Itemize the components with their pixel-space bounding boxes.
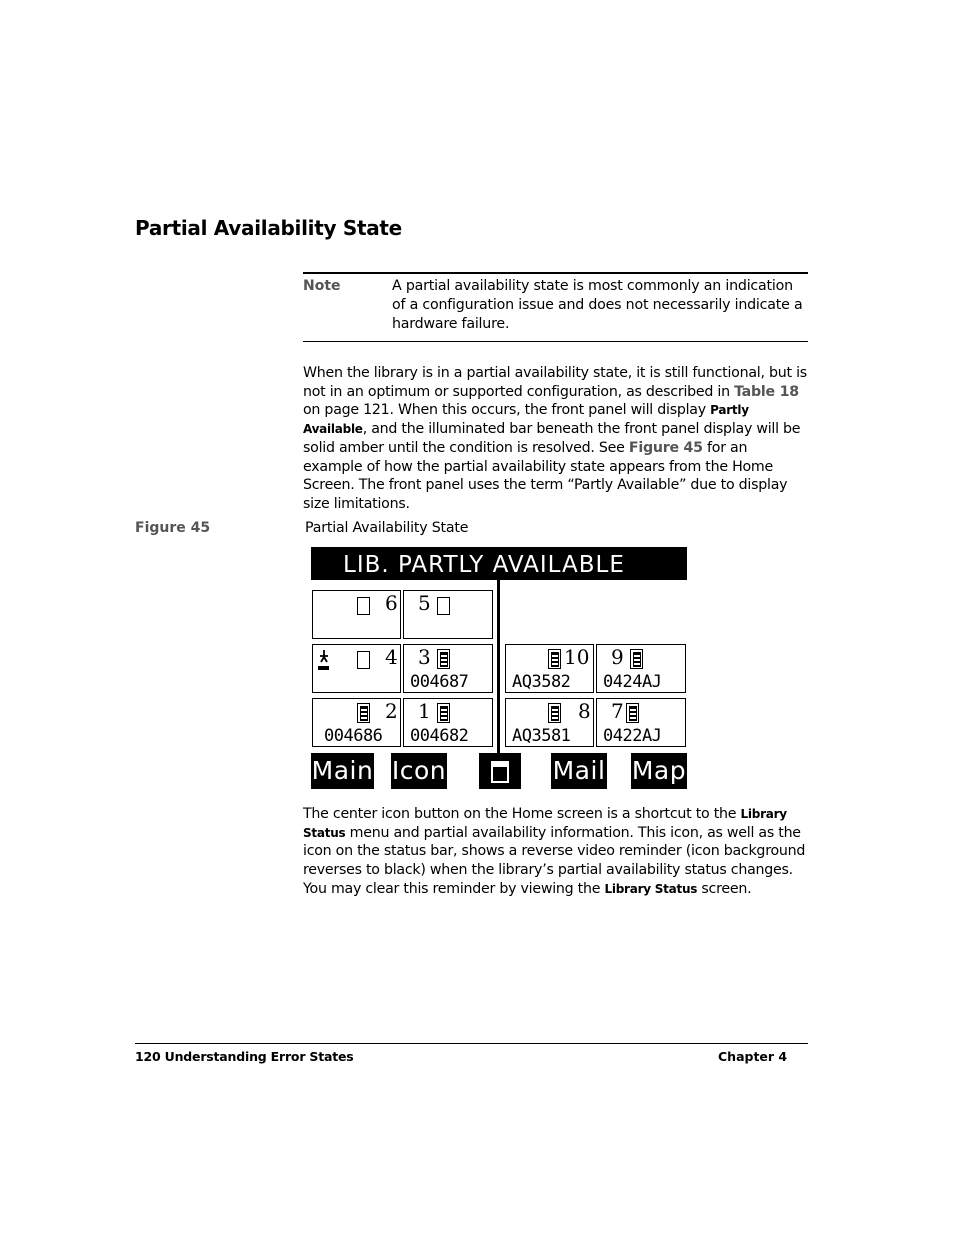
empty-slot-icon (437, 597, 450, 615)
slot-number: 1 (418, 699, 431, 723)
slot-7[interactable] (596, 698, 686, 747)
section-title: Partial Availability State (135, 216, 402, 240)
slot-5[interactable] (403, 590, 493, 639)
slot-8[interactable] (505, 698, 594, 747)
icon-button[interactable]: Icon (391, 753, 447, 789)
note-text: A partial availability state is most commonly an indication of a configuration issue and does not necessarily indicate a hardware failure. (392, 278, 803, 332)
tape-label: AQ3582 (512, 672, 571, 692)
note-top-rule (303, 272, 808, 274)
tape-cartridge-icon (357, 703, 370, 723)
footer-rule (135, 1043, 808, 1044)
tape-label: 0422AJ (603, 726, 662, 746)
tape-cartridge-icon (630, 649, 643, 669)
note-label: Note (303, 278, 341, 294)
ui-term-library-status: Library Status (604, 881, 698, 896)
robot-icon (317, 649, 331, 671)
slot-number: 5 (418, 591, 431, 615)
empty-slot-icon (357, 651, 370, 669)
tape-label: AQ3581 (512, 726, 571, 746)
slot-6[interactable] (312, 590, 401, 639)
empty-slot-icon (357, 597, 370, 615)
figure-45-link[interactable]: Figure 45 (628, 439, 703, 456)
slot-9[interactable] (596, 644, 686, 693)
tape-cartridge-icon (548, 649, 561, 669)
slot-number: 7 (611, 699, 624, 723)
text-run: The center icon button on the Home screen is a shortcut to the (303, 806, 741, 822)
figure-caption: Partial Availability State (305, 520, 469, 536)
footer-page-title: 120 Understanding Error States (135, 1049, 354, 1064)
text-run: , and the illuminated bar beneath the front panel display will be solid amber until the condition is resolved. See (303, 421, 801, 456)
center-icon-paragraph (303, 805, 808, 899)
tape-cartridge-icon (548, 703, 561, 723)
tape-cartridge-icon (626, 703, 639, 723)
text-run: menu and partial availability information. This icon, as well as the icon on the status bar, shows a reverse video reminder (icon background reverses to black) when the library’s partial availability status changes. You may clear this reminder by viewing the (303, 824, 806, 897)
slot-2[interactable] (312, 698, 401, 747)
text-run: on page 121. When this occurs, the front panel will display (303, 402, 711, 419)
map-button[interactable]: Map (631, 753, 687, 789)
tape-label: 004687 (410, 672, 469, 692)
figure-label: Figure 45 (135, 520, 211, 536)
text-run: screen. (697, 880, 752, 897)
footer-chapter: Chapter 4 (718, 1049, 788, 1064)
tape-cartridge-icon (437, 649, 450, 669)
tape-label: 0424AJ (603, 672, 662, 692)
ui-term-library-status: Library Status (303, 807, 787, 840)
library-status-button[interactable] (479, 753, 521, 789)
tape-cartridge-icon (437, 703, 450, 723)
note-bottom-rule (303, 341, 808, 342)
screen-title-bar: LIB. PARTLY AVAILABLE (311, 547, 687, 580)
slot-number: 6 (385, 591, 398, 615)
main-button[interactable]: Main (311, 753, 374, 789)
slot-number: 8 (578, 699, 591, 723)
intro-paragraph (303, 364, 808, 514)
tape-label: 004686 (324, 726, 383, 746)
slot-3[interactable] (403, 644, 493, 693)
table-18-link[interactable]: Table 18 (734, 383, 799, 400)
mail-button[interactable]: Mail (551, 753, 607, 789)
slot-number: 2 (385, 699, 398, 723)
library-status-icon (491, 761, 509, 783)
slot-number: 10 (564, 645, 590, 669)
text-run: for an example of how the partial availability state appears from the Home Screen. The front panel uses the term “Partly Available” due to display size limitations. (303, 439, 788, 512)
tape-label: 004682 (410, 726, 469, 746)
slot-number: 3 (418, 645, 431, 669)
slot-number: 4 (385, 645, 398, 669)
text-run: When the library is in a partial availability state, it is still functional, but is not in an optimum or supported configuration, as described in (303, 365, 807, 400)
slot-10[interactable] (505, 644, 594, 693)
front-panel-screen (311, 547, 687, 789)
ui-term-partly-available: Partly Available (303, 403, 749, 437)
slot-number: 9 (611, 645, 624, 669)
slot-1[interactable] (403, 698, 493, 747)
slot-4[interactable] (312, 644, 401, 693)
